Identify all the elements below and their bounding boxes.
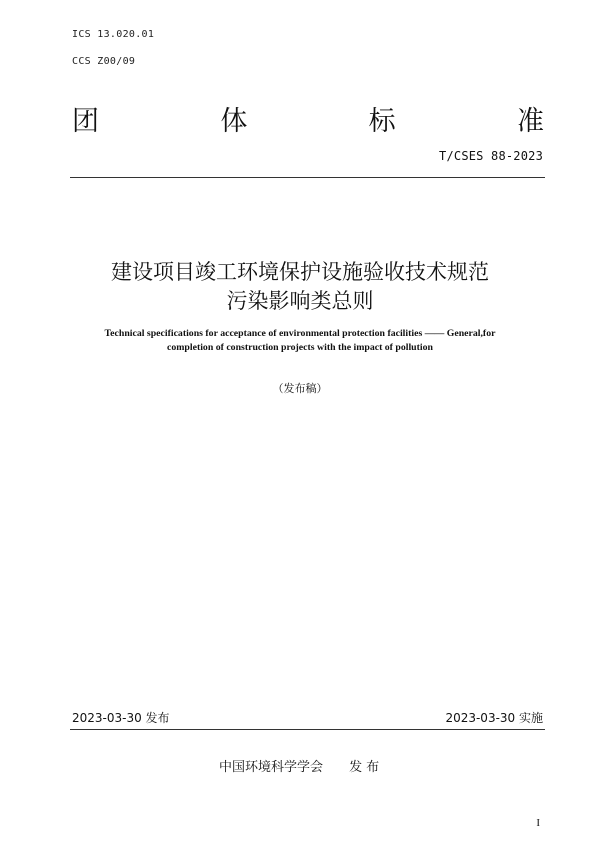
page-number: I xyxy=(536,817,540,829)
publisher xyxy=(219,756,383,775)
standard-type-char: 准 xyxy=(516,106,544,137)
title-cn-line2: 污染影响类总则 xyxy=(226,289,374,313)
implement-date: 2023-03-30 实施 xyxy=(445,711,543,725)
standard-type-char: 标 xyxy=(368,106,396,137)
ccs-code: CCS Z00/09 xyxy=(72,56,136,67)
standard-code: T/CSES 88-2023 xyxy=(439,149,543,163)
title-cn-line1: 建设项目竣工环境保护设施验收技术规范 xyxy=(111,260,489,284)
publish-date: 2023-03-30 发布 xyxy=(72,711,170,725)
standard-type-char: 体 xyxy=(220,106,248,137)
header-divider xyxy=(70,177,545,178)
title-en-line1: Technical specifications for acceptance of environmental protection facilities —— General,for xyxy=(104,328,496,339)
publisher-organization: 中国环境科学学会 xyxy=(219,760,324,775)
ics-code: ICS 13.020.01 xyxy=(72,29,155,40)
footer-divider xyxy=(70,729,545,730)
standard-type-char: 团 xyxy=(72,106,99,137)
title-en-line2: completion of construction projects with the impact of pollution xyxy=(167,342,433,353)
publisher-action: 发布 xyxy=(349,760,384,775)
standard-type xyxy=(72,99,544,138)
draft-status: （发布稿） xyxy=(272,382,328,395)
